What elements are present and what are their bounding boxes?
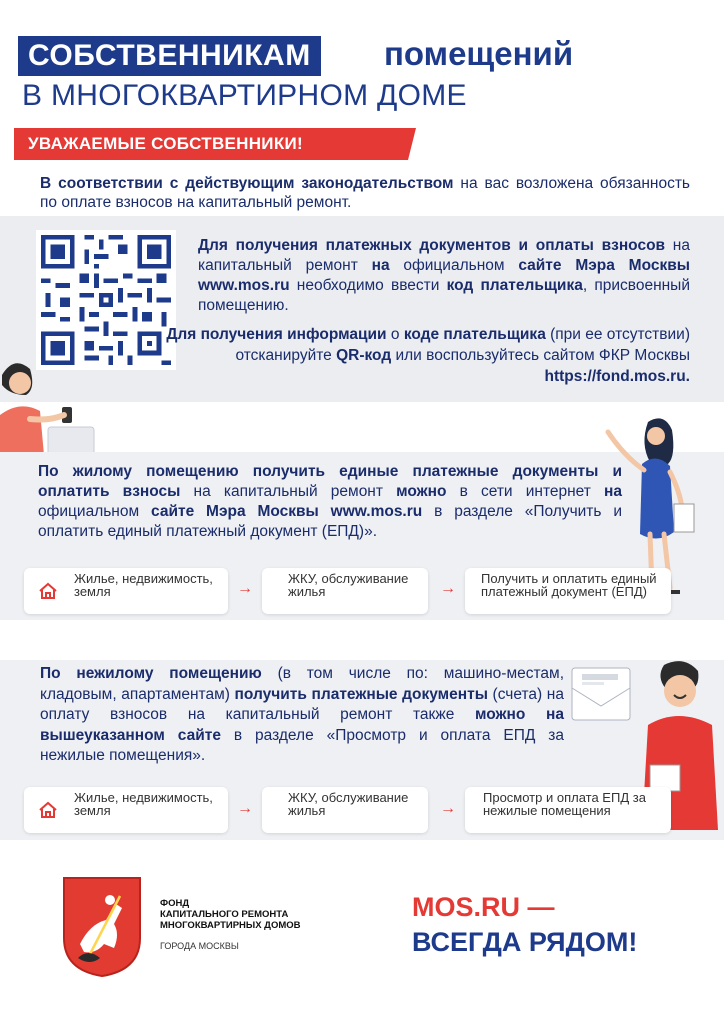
payment-docs-paragraph: Для получения платежных документов и оплаты взносов на капитальный ремонт на официальном сайте Мэра Москвы www.mos.ru необходимо ввести код плательщика, присвоенный помещению. [198, 237, 690, 314]
fund-city: ГОРОДА МОСКВЫ [160, 941, 239, 951]
arrow-right-icon: → [237, 800, 253, 817]
house-icon [38, 582, 58, 600]
residential-paragraph: По жилому помещению получить единые платежные документы и оплатить взносы на капитальный ремонт можно в сети интернет на официальном сайте Мэра Москвы www.mos.ru в разделе «Получить и оплатить единый платежный документ (ЕПД)». [38, 463, 623, 540]
step-view-pay-nonresidential[interactable]: Просмотр и оплата ЕПД за нежилые помещения [465, 787, 671, 833]
step-housing-services-2[interactable]: ЖКУ, обслуживание жилья [262, 787, 428, 833]
slogan-line-2: ВСЕГДА РЯДОМ! [412, 927, 638, 957]
greeting-text: УВАЖАЕМЫЕ СОБСТВЕННИКИ! [28, 134, 303, 153]
slogan-line-1[interactable]: MOS.RU — [412, 892, 555, 922]
arrow-right-icon: → [440, 580, 456, 597]
arrow-right-icon: → [237, 580, 253, 597]
house-icon [38, 801, 58, 819]
woman-laptop-illustration [0, 355, 100, 455]
fond-link[interactable]: https://fond.mos.ru. [544, 368, 690, 385]
intro-paragraph: В соответствии с действующим законодательством на вас возложена обязанность по оплате взносов на капитальный ремонт. [40, 175, 690, 211]
nonresidential-paragraph: По нежилому помещению (в том числе по: машино-местам, кладовым, апартаментам) получить платежные документы (счета) на оплату взносов на капитальный ремонт также можно на вышеуказанном сайте в разделе «Просмотр и оплата ЕПД за нежилые помещения». [40, 665, 564, 764]
payer-code-info-paragraph: Для получения информации о коде плательщика (при ее отсутствии) отсканируйте QR-код или воспользуйтесь сайтом ФКР Москвы https://fond.mos.ru. [166, 326, 690, 385]
qr-code[interactable] [36, 230, 176, 370]
arrow-right-icon: → [440, 800, 456, 817]
greeting-banner [14, 128, 408, 160]
step-get-pay-epd[interactable]: Получить и оплатить единый платежный документ (ЕПД) [465, 568, 671, 614]
fund-name: ФОНД КАПИТАЛЬНОГО РЕМОНТА МНОГОКВАРТИРНЫХ ДОМОВ [160, 898, 301, 931]
moscow-coat-of-arms [60, 874, 144, 978]
subtitle: В МНОГОКВАРТИРНОМ ДОМЕ [22, 79, 467, 112]
title-rest: помещений [384, 35, 574, 72]
step-housing-services[interactable]: ЖКУ, обслуживание жилья [262, 568, 428, 614]
step-housing-2[interactable]: Жилье, недвижимость, земля [24, 787, 228, 833]
envelope-illustration [566, 658, 636, 728]
title-highlight: СОБСТВЕННИКАМ [18, 36, 321, 76]
step-housing[interactable]: Жилье, недвижимость, земля [24, 568, 228, 614]
slogan [412, 890, 637, 960]
